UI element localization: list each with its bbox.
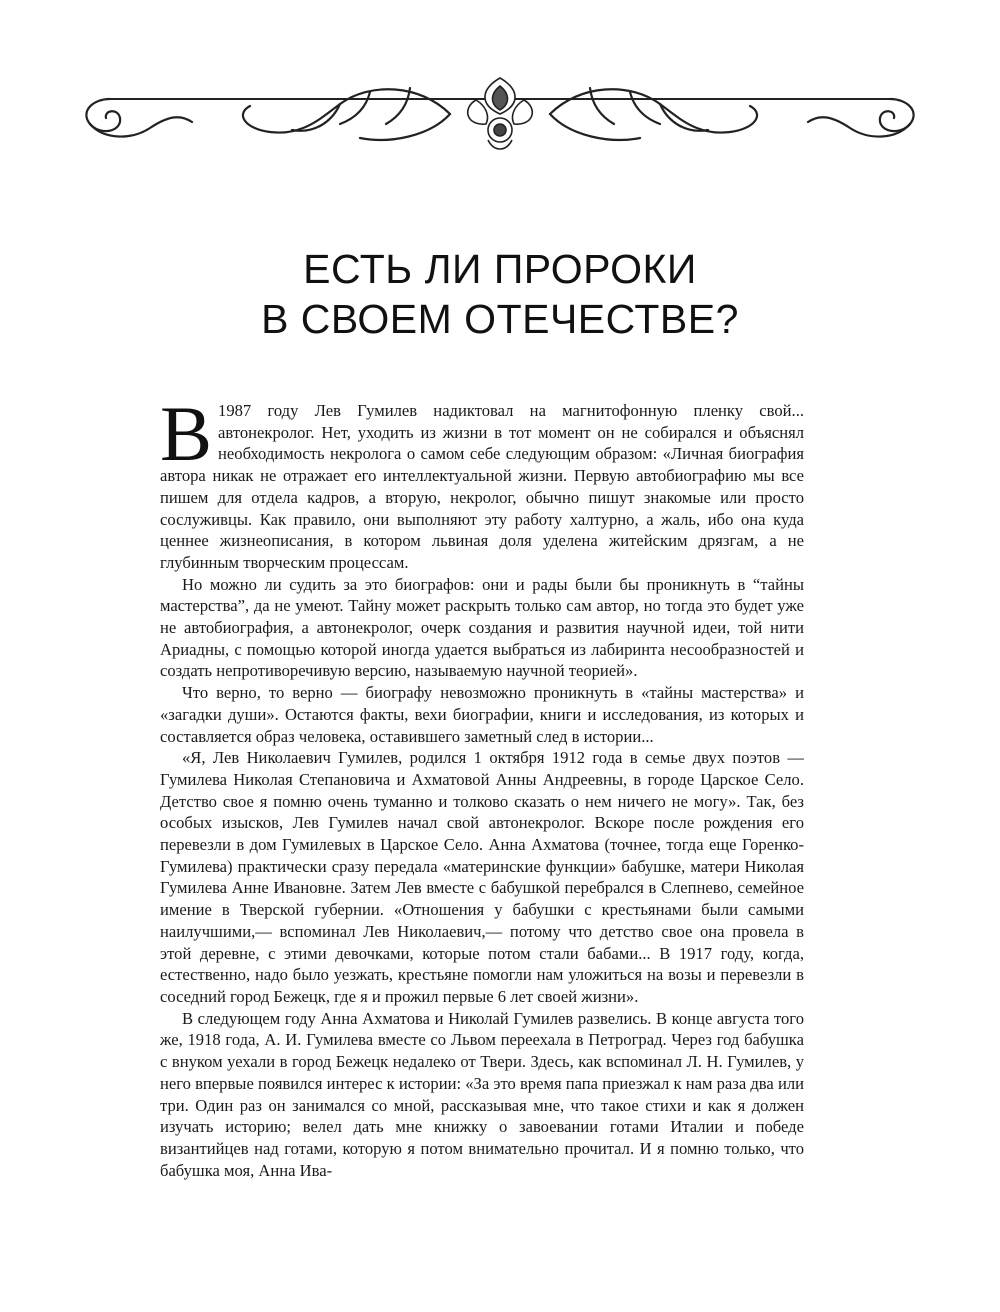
paragraph-4: «Я, Лев Николаевич Гумилев, родился 1 октября 1912 года в семье двух поэтов — Гумилева Николая Степановича и Ахматовой Анны Андреевны, в городе Царское Село. Детство свое я помню очень туманно и толково сказать о нем ничего не могу». Так, без особых изысков, Лев Гумилев начал свой автонекролог. Вскоре после рождения его перевезли в дом Гумилевых в Царское Село. Анна Ахматова (точнее, тогда еще Горенко-Гумилева) практически сразу передала «материнские функции» бабушке, матери Николая Гумилева Анне Ивановне. Затем Лев вместе с бабушкой перебрался в Слепнево, семейное имение в Тверской губернии. «Отношения у бабушки с крестьянами были самыми наилучшими,— вспоминал Лев Николаевич,— потому что детство свое она провела в этой деревне, с этими девочками, которые потом стали бабами... В 1917 году, когда, естественно, надо было уезжать, крестьяне помогли нам уложиться на возы и перевезли в соседний город Бежецк, где я и прожил первые 6 лет своей жизни». bbox=[160, 748, 804, 1006]
paragraph-1-text: 1987 году Лев Гумилев надиктовал на магнитофонную пленку свой... автонекролог. Нет, уходить из жизни в тот момент он не собирался и объяснял необходимость некролога о самом себе следующим образом: «Личная биография автора никак не отражает его интеллектуальной жизни. Первую автобиографию мы все пишем для отдела кадров, а вторую, некролог, обычно пишут знакомые или просто сослуживцы. Как правило, они выполняют эту работу халтурно, а жаль, ибо она куда ценнее жизнеописания, в котором львиная доля уделена житейским дрязгам, а не глубинным творческим процессам. bbox=[160, 401, 804, 572]
paragraph-3: Что верно, то верно — биографу невозможно проникнуть в «тайны мастерства» и «загадки души». Остаются факты, вехи биографии, книги и исследования, из которых и составляется образ человека, оставившего заметный след в истории... bbox=[160, 683, 804, 746]
body-text bbox=[160, 390, 804, 1181]
decorative-ornament-header bbox=[70, 74, 930, 156]
paragraph-2: Но можно ли судить за это биографов: они и рады были бы проникнуть в “тайны мастерства”, да не умеют. Тайну может раскрыть только сам автор, но тогда это будет уже не автобиография, а автонекролог, очерк создания и развития научной идеи, той нити Ариадны, с помощью которой иногда удается выбраться из лабиринта несообразностей и создать непротиворечивую версию, называемую научной теорией». bbox=[160, 574, 804, 681]
chapter-title-line-2: В СВОЕМ ОТЕЧЕСТВЕ? bbox=[261, 296, 739, 342]
drop-cap: В bbox=[160, 390, 213, 477]
chapter-title bbox=[0, 244, 1000, 344]
chapter-title-line-1: ЕСТЬ ЛИ ПРОРОКИ bbox=[303, 246, 697, 292]
paragraph-5: В следующем году Анна Ахматова и Николай Гумилев развелись. В конце августа того же, 1918 года, А. И. Гумилева вместе со Львом переехала в Петроград. Через год бабушка с внуком уехали в город Бежецк недалеко от Твери. Здесь, как вспоминал Л. Н. Гумилев, у него впервые появился интерес к истории: «За это время папа приезжал к нам раза два или три. Один раз он занимался со мной, рассказывая мне, что такое стихи и как я должен изучать историю; велел дать мне книжку о завоевании готами Италии и победе византийцев над готами, которую я потом внимательно прочитал. И я помню только, что бабушка моя, Анна Ива- bbox=[160, 1008, 804, 1180]
paragraph-1 bbox=[160, 390, 804, 574]
